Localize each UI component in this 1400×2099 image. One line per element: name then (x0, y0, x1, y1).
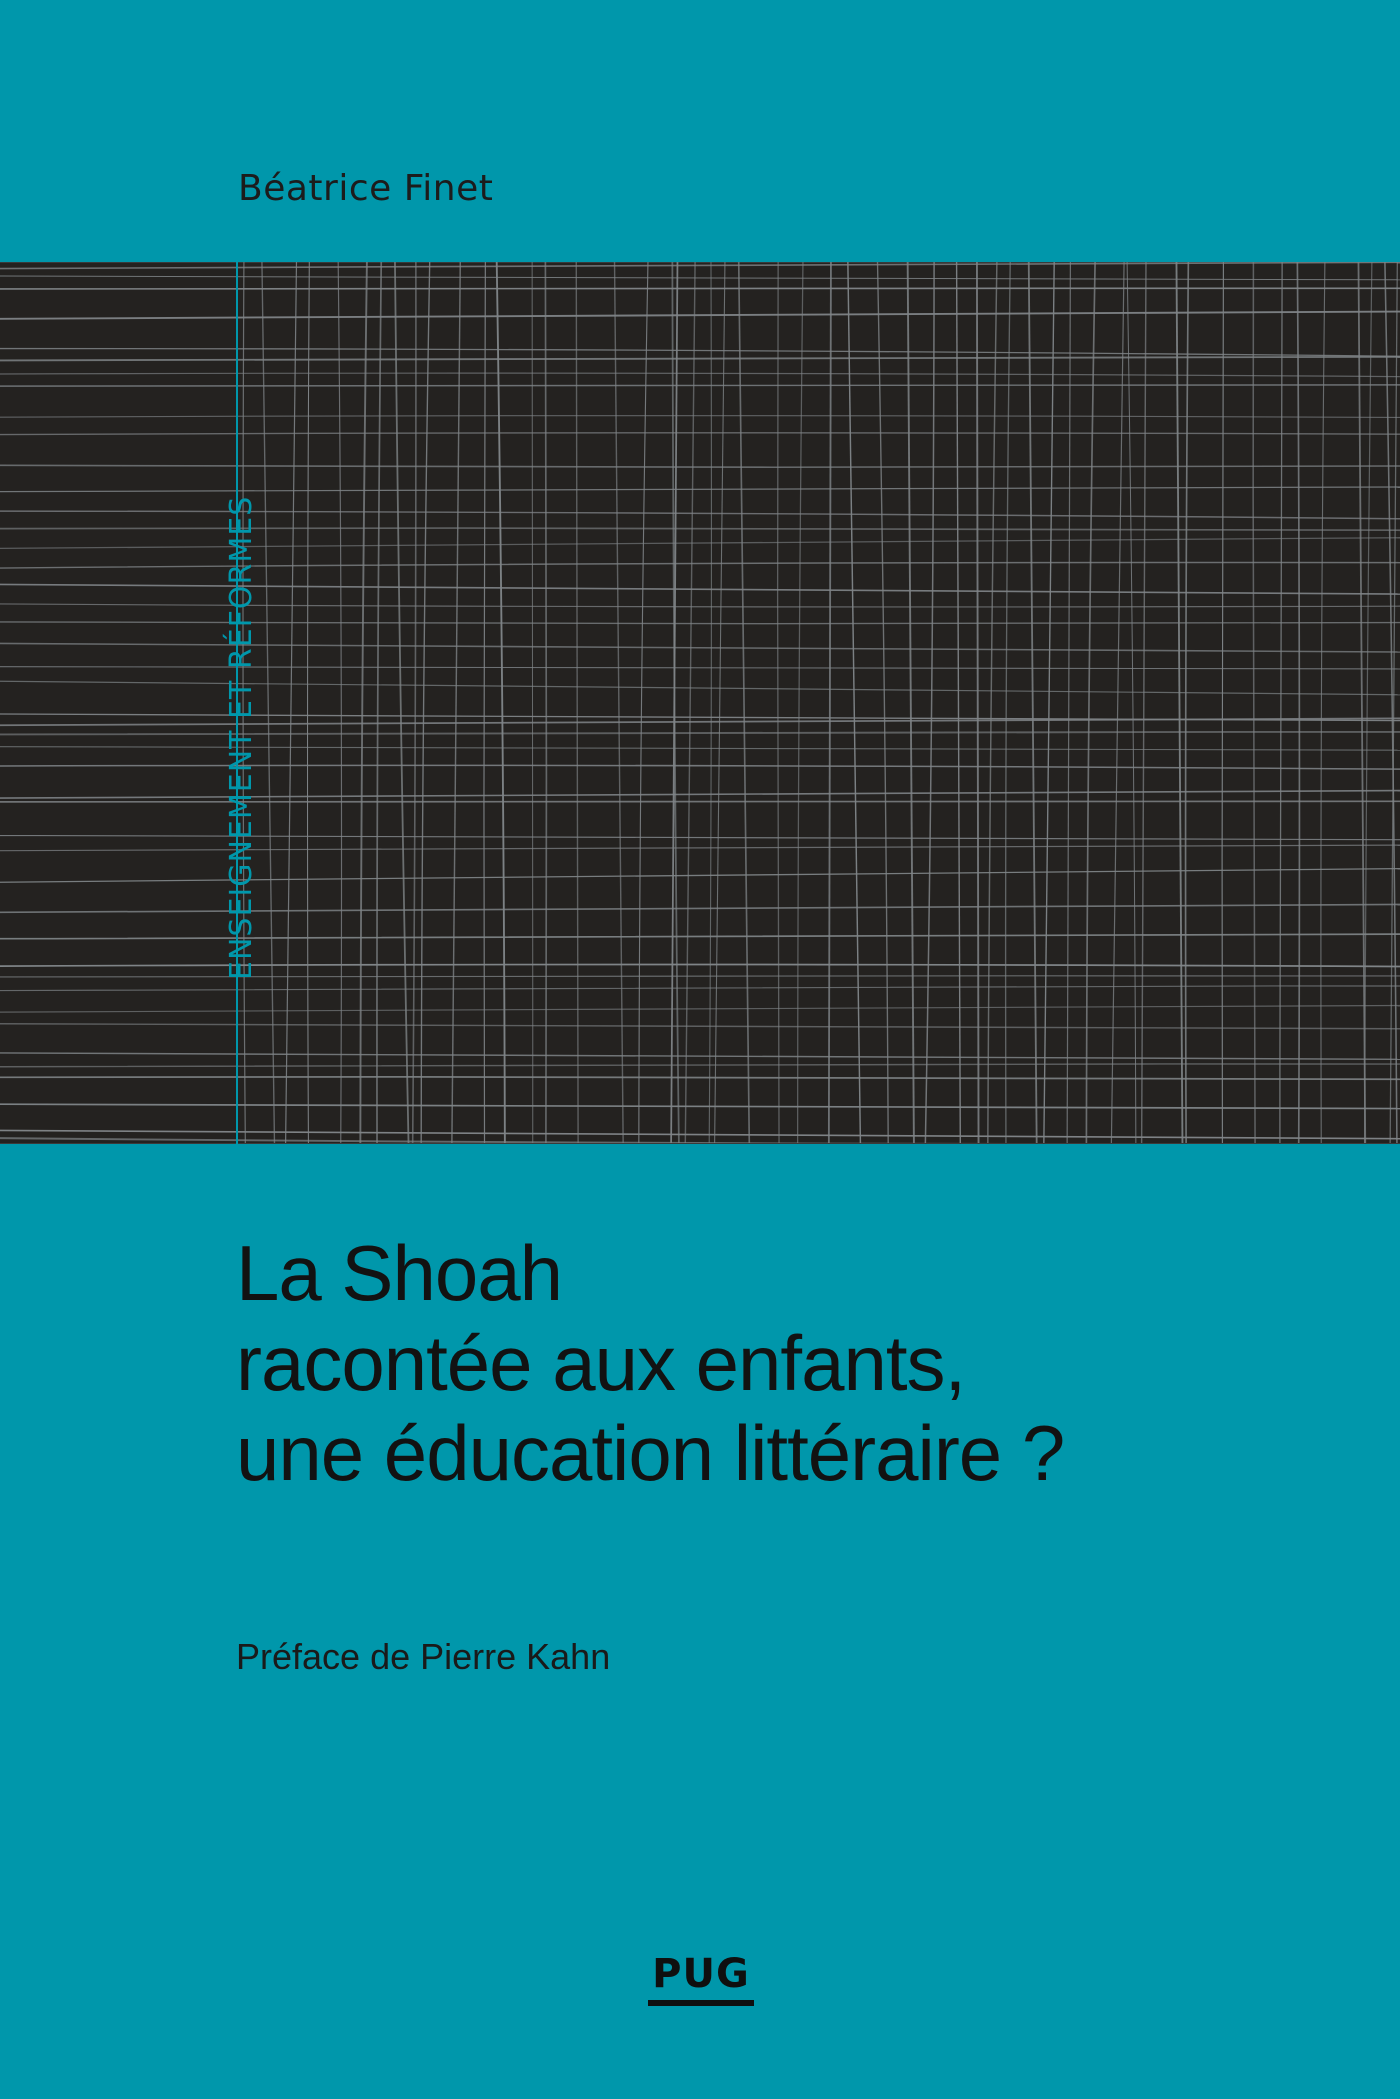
grid-vertical-line (1176, 262, 1182, 1144)
grid-horizontal-line (0, 604, 1400, 607)
grid-vertical-line (848, 262, 861, 1144)
grid-horizontal-line (0, 869, 1400, 883)
series-label: ENSEIGNEMENT ET RÉFORMES (224, 495, 259, 980)
grid-vertical-line (1044, 262, 1054, 1144)
grid-horizontal-line (0, 528, 1400, 530)
grid-horizontal-line (0, 801, 1400, 802)
grid-horizontal-line (0, 357, 1400, 361)
crosshatch-band (0, 262, 1400, 1144)
grid-vertical-line (1127, 262, 1136, 1144)
grid-horizontal-line (0, 385, 1400, 386)
crosshatch-pattern (0, 262, 1400, 1144)
book-title (236, 1228, 1064, 1498)
grid-vertical-line (1365, 262, 1372, 1144)
grid-vertical-line (532, 262, 533, 1144)
grid-horizontal-line (0, 845, 1400, 851)
grid-vertical-line (1222, 262, 1223, 1144)
grid-vertical-line (421, 262, 430, 1144)
grid-horizontal-line (0, 511, 1400, 519)
grid-horizontal-line (0, 1104, 1400, 1108)
preface-credit: Préface de Pierre Kahn (236, 1636, 611, 1677)
band-bottom-edge (0, 1143, 1400, 1144)
title-line-2: racontée aux enfants, (236, 1319, 966, 1407)
grid-horizontal-line (0, 416, 1400, 418)
grid-horizontal-line (0, 643, 1400, 652)
grid-horizontal-line (0, 312, 1400, 319)
grid-vertical-line (452, 262, 460, 1144)
grid-horizontal-line (0, 622, 1400, 624)
grid-horizontal-line (0, 732, 1400, 735)
grid-horizontal-line (0, 433, 1400, 435)
grid-vertical-line (925, 262, 934, 1144)
grid-vertical-line (988, 262, 997, 1144)
grid-horizontal-line (0, 934, 1400, 939)
author-name: Béatrice Finet (238, 168, 494, 209)
grid-vertical-line (338, 262, 341, 1144)
grid-horizontal-line (0, 718, 1400, 725)
grid-vertical-line (878, 262, 889, 1144)
grid-horizontal-line (0, 1077, 1400, 1079)
grid-vertical-line (1358, 262, 1365, 1144)
grid-vertical-line (908, 262, 914, 1144)
grid-horizontal-line (0, 791, 1400, 799)
grid-vertical-line (1067, 262, 1070, 1144)
grid-vertical-line (685, 262, 695, 1144)
grid-vertical-line (639, 262, 648, 1144)
grid-horizontal-line (0, 1130, 1400, 1138)
publisher-logo-underline (648, 2000, 754, 2006)
grid-vertical-line (484, 262, 485, 1144)
grid-vertical-line (977, 262, 979, 1144)
publisher-logo (648, 1951, 754, 2006)
grid-horizontal-line (0, 563, 1400, 569)
grid-vertical-line (1006, 262, 1011, 1144)
grid-vertical-line (1142, 262, 1146, 1144)
title-line-1: La Shoah (236, 1229, 562, 1317)
grid-vertical-line (1280, 262, 1282, 1144)
grid-horizontal-line (0, 349, 1400, 357)
grid-horizontal-line (0, 487, 1400, 492)
grid-horizontal-line (0, 465, 1400, 467)
grid-vertical-line (672, 262, 679, 1144)
grid-horizontal-line (0, 765, 1400, 769)
grid-vertical-line (957, 262, 961, 1144)
grid-vertical-line (1186, 262, 1189, 1144)
grid-horizontal-line (0, 373, 1400, 377)
grid-vertical-line (1253, 262, 1255, 1144)
grid-vertical-line (377, 262, 381, 1144)
grid-horizontal-line (0, 1053, 1400, 1059)
grid-vertical-line (308, 262, 310, 1144)
grid-vertical-line (360, 262, 367, 1144)
grid-vertical-line (715, 262, 725, 1144)
grid-horizontal-line (0, 681, 1400, 695)
grid-vertical-line (615, 262, 624, 1144)
grid-vertical-line (829, 262, 831, 1144)
grid-horizontal-line (0, 1024, 1400, 1029)
grid-vertical-line (798, 262, 803, 1144)
publisher-logo-text: PUG (652, 1951, 750, 1997)
grid-horizontal-line (0, 747, 1400, 750)
grid-vertical-line (395, 262, 409, 1144)
grid-horizontal-line (0, 986, 1400, 991)
grid-vertical-line (709, 262, 711, 1144)
grid-vertical-line (1297, 262, 1299, 1144)
grid-horizontal-line (0, 964, 1400, 966)
title-line-3: une éducation littéraire ? (236, 1409, 1065, 1497)
grid-horizontal-line (0, 584, 1400, 594)
grid-vertical-line (413, 262, 416, 1144)
grid-horizontal-line (0, 262, 1400, 268)
grid-horizontal-line (0, 538, 1400, 549)
grid-horizontal-line (0, 276, 1400, 280)
grid-horizontal-line (0, 976, 1400, 977)
grid-horizontal-line (0, 1006, 1400, 1013)
grid-vertical-line (262, 262, 275, 1144)
grid-vertical-line (545, 262, 546, 1144)
grid-vertical-line (1086, 262, 1095, 1144)
grid-vertical-line (1111, 262, 1124, 1144)
grid-vertical-line (576, 262, 578, 1144)
grid-vertical-line (1029, 262, 1037, 1144)
grid-horizontal-line (0, 288, 1400, 289)
grid-vertical-line (739, 262, 750, 1144)
grid-horizontal-line (0, 1064, 1400, 1067)
grid-vertical-line (286, 262, 297, 1144)
grid-vertical-line (778, 262, 779, 1144)
grid-horizontal-line (0, 836, 1400, 840)
grid-horizontal-line (0, 667, 1400, 669)
grid-horizontal-line (0, 904, 1400, 912)
grid-vertical-line (497, 262, 505, 1144)
grid-vertical-line (1321, 262, 1325, 1144)
